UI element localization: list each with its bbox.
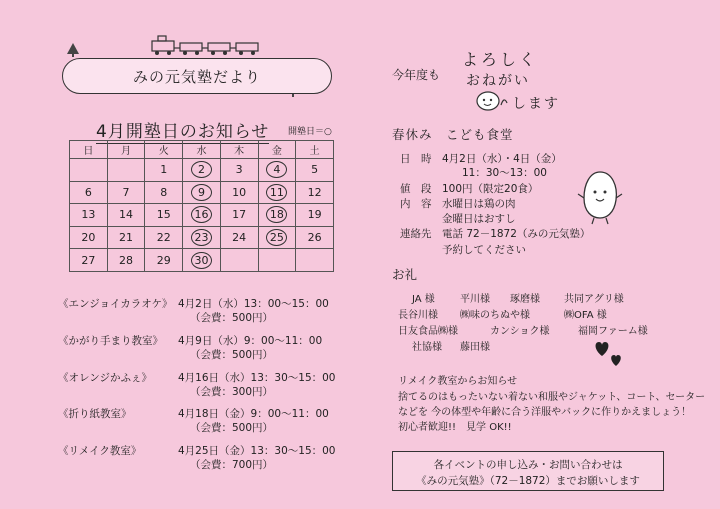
info-value: 水曜日は鶏の肉 [442,198,516,210]
event-time: 4月25日（金）13：30～15：00 [178,445,336,457]
smiley-face-icon [475,90,509,112]
event-fee: （会費：500円） [190,312,274,324]
tree-icon [66,42,80,58]
day-number: 21 [119,231,134,245]
event-fee: （会費：500円） [190,349,274,361]
greeting-prefix: 今年度も [392,68,441,82]
info-value: 電話 72－1872（みの元気塾） [442,228,591,240]
sponsor-name: 藤田様 [460,342,490,353]
info-label: 日 時 [400,153,432,165]
calendar-day-cell [107,204,145,227]
day-number: 27 [81,253,96,267]
calendar-day-cell [107,181,145,204]
calendar-day-cell [296,204,334,227]
calendar-day-cell [70,226,108,249]
day-number: 24 [232,231,247,245]
calendar-day-cell [220,159,258,182]
calendar-day-cell [183,159,221,182]
day-number: 10 [232,185,247,199]
rice-ball-character-icon [576,168,624,226]
sponsor-name: 共同アグリ様 [564,294,624,305]
calendar-week-row [70,226,334,249]
day-number: 28 [119,253,134,267]
calendar-body [70,159,334,272]
day-number: 3 [235,163,243,177]
calendar-day-cell [183,204,221,227]
weekday-cell: 月 [107,141,145,159]
calendar-day-cell [296,159,334,182]
weekday-cell: 水 [183,141,221,159]
calendar-day-cell [220,204,258,227]
calendar-legend: 開塾日＝○ [288,127,332,137]
remake-notice-line: 初心者歓迎!! 見学 OK!! [398,422,512,433]
calendar-day-cell [220,226,258,249]
event-name: 《エンジョイカラオケ》 [58,298,173,310]
info-value: 11：30～13：00 [462,167,547,179]
day-number: 6 [84,185,92,199]
day-number: 8 [160,185,168,199]
weekday-cell: 金 [258,141,296,159]
day-number: 20 [81,231,96,245]
info-value: 4月2日（水）・4日（金） [442,153,562,165]
day-number: 22 [156,231,171,245]
open-day-number: 4 [266,161,287,178]
sponsor-name: ㈱味のちぬや様 [460,310,530,321]
sponsor-name: JA 様 [412,294,435,305]
calendar-day-cell [258,204,296,227]
info-label: 内 容 [400,198,432,210]
cafeteria-title: 春休み こども食堂 [392,127,514,142]
sponsor-name: 福岡ファーム様 [578,326,648,337]
event-fee: （会費：500円） [190,422,274,434]
event-name: 《折り紙教室》 [58,408,132,420]
calendar-day-cell [296,226,334,249]
contact-box [392,451,664,491]
sponsor-name: カンショク様 [490,326,550,337]
day-number: 13 [81,208,96,222]
open-day-number: 2 [191,161,212,178]
day-number: 1 [160,163,168,177]
calendar-day-cell [145,181,183,204]
calendar-day-cell [145,204,183,227]
calendar-day-cell [258,159,296,182]
day-number: 26 [307,231,322,245]
open-day-number: 18 [266,206,287,223]
open-day-number: 25 [266,229,287,246]
calendar-week-row [70,159,334,182]
remake-notice-line: 捨てるのはもったいない着ない和服やジャケット、コート、セーター [398,392,706,403]
weekday-header-row [70,141,334,159]
calendar-day-cell [183,181,221,204]
calendar-day-cell [183,249,221,272]
calendar-day-cell [70,159,108,182]
calendar-day-cell [107,226,145,249]
info-value: 金曜日はおすし [442,213,516,225]
calendar-title: 4月開塾日のお知らせ [96,117,269,144]
event-time: 4月9日（水）9：00～11：00 [178,335,323,347]
remake-notice-title: リメイク教室からお知らせ [398,376,518,387]
event-name: 《かがり手まり教室》 [58,335,163,347]
weekday-cell: 日 [70,141,108,159]
thanks-title: お礼 [392,267,418,282]
calendar-day-cell [145,249,183,272]
calendar-day-cell [183,226,221,249]
info-value: 予約してください [442,244,526,256]
sponsor-name: 長谷川様 [398,310,438,321]
open-day-number: 23 [191,229,212,246]
greeting-line: よろしく [462,50,539,69]
greeting-line: おねがい [466,73,530,89]
day-number: 12 [307,185,322,199]
info-label: 値 段 [400,183,432,195]
calendar-day-cell [258,181,296,204]
event-time: 4月16日（水）13：30～15：00 [178,372,336,384]
weekday-cell: 木 [220,141,258,159]
hearts-icon [592,338,626,368]
open-day-number: 11 [266,184,287,201]
calendar-day-cell [145,159,183,182]
calendar-day-cell [70,204,108,227]
event-time: 4月2日（水）13：00～15：00 [178,298,329,310]
open-day-number: 9 [191,184,212,201]
calendar-day-cell [107,159,145,182]
calendar-day-cell [296,181,334,204]
sponsor-name: 社協様 [412,342,442,353]
calendar-day-cell [296,249,334,272]
calendar-day-cell [258,226,296,249]
sponsor-name: ㈱OFA 様 [564,310,607,321]
event-name: 《オレンジかふぇ》 [58,372,152,384]
calendar-day-cell [258,249,296,272]
weekday-cell: 土 [296,141,334,159]
calendar-day-cell [70,249,108,272]
calendar-day-cell [145,226,183,249]
calendar-day-cell [220,181,258,204]
sponsor-name: 平川様 [460,294,490,305]
sponsor-name: 日友食品㈱様 [398,326,458,337]
calendar-day-cell [107,249,145,272]
info-value: 100円（限定20食） [442,183,539,195]
day-number: 14 [119,208,134,222]
calendar-week-row [70,204,334,227]
calendar-week-row [70,181,334,204]
calendar-week-row [70,249,334,272]
remake-notice-line: などを 今の体型や年齢に合う洋服やバックに作りかえましょう！ [398,407,692,418]
info-label: 連絡先 [400,228,432,240]
event-fee: （会費：300円） [190,386,274,398]
greeting-line: します [512,96,560,112]
april-calendar [69,140,334,272]
day-number: 5 [311,163,319,177]
contact-line: 《みの元気塾》（72－1872）までお願いします [416,475,640,487]
event-name: 《リメイク教室》 [58,445,142,457]
open-day-number: 16 [191,206,212,223]
day-number: 17 [232,208,247,222]
day-number: 15 [156,208,171,222]
newsletter-title: みの元気塾だより [62,58,332,94]
sponsor-name: 琢磨様 [510,294,540,305]
train-illustration [150,34,270,56]
event-time: 4月18日（金）9：00～11：00 [178,408,329,420]
contact-line: 各イベントの申し込み・お問い合わせは [433,459,623,471]
calendar-day-cell [70,181,108,204]
day-number: 7 [122,185,130,199]
day-number: 19 [307,208,322,222]
day-number: 29 [156,253,171,267]
event-fee: （会費：700円） [190,459,274,471]
open-day-number: 30 [191,252,212,269]
calendar-day-cell [220,249,258,272]
weekday-cell: 火 [145,141,183,159]
